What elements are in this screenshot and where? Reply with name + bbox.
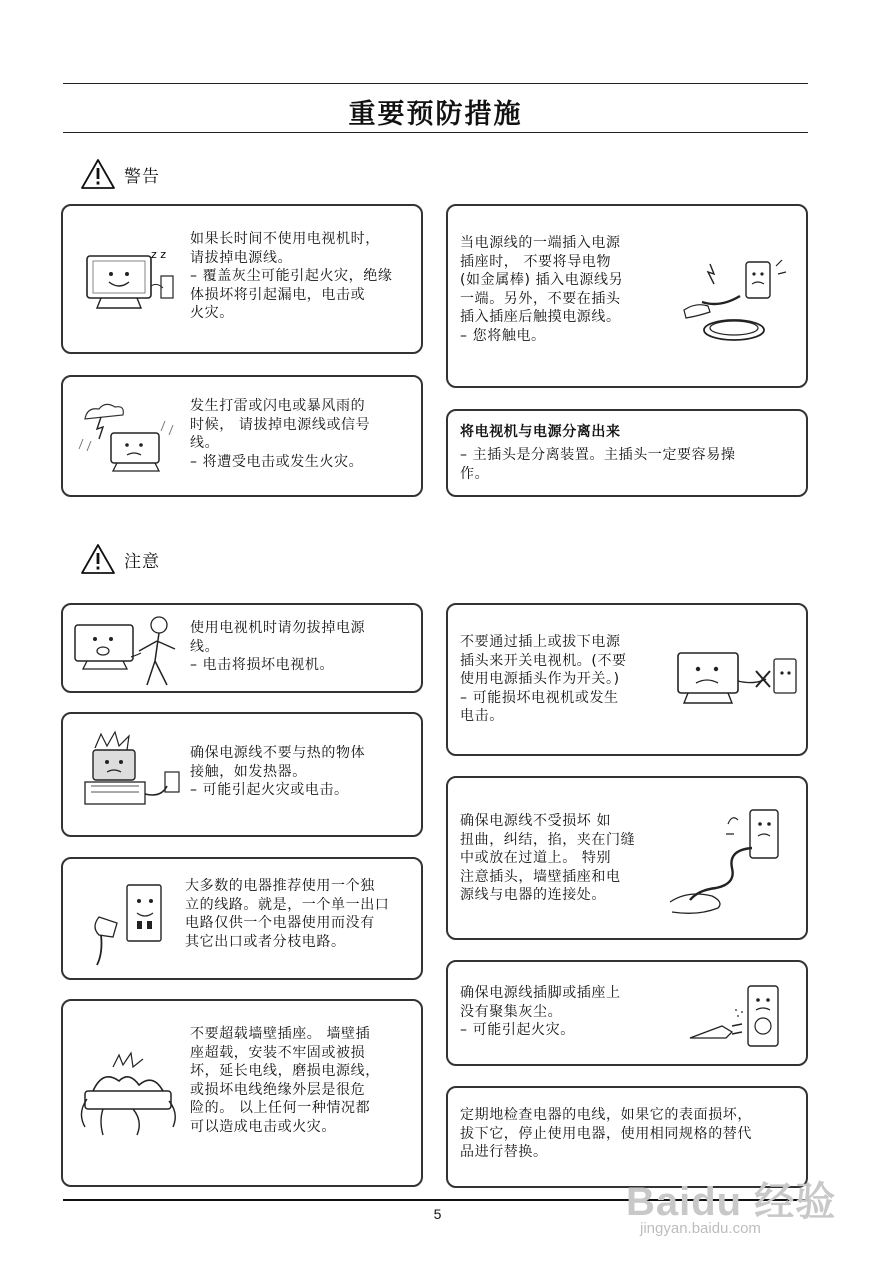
- warning-conductor-text: 当电源线的一端插入电源 插座时， 不要将导电物 (如金属棒) 插入电源线另 一端。另外，不要在插头 插入插座后触摸电源线。 – 您将触电。: [460, 235, 624, 344]
- warning-box-conductor: [446, 204, 808, 388]
- warning-box-thunder: [61, 375, 423, 497]
- warning-heading: [80, 158, 160, 190]
- tv-sleeping-icon: [81, 242, 181, 322]
- title-rule: [63, 132, 808, 133]
- watermark-url: jingyan.baidu.com: [640, 1220, 761, 1237]
- disconnect-title: 将电视机与电源分离出来: [460, 424, 621, 440]
- page-number: 5: [433, 1206, 442, 1222]
- caution-no-unplug-text: 使用电视机时请勿拔掉电源 线。 – 电击将损坏电视机。: [190, 620, 366, 673]
- warning-thunder-text: 发生打雷或闪电或暴风雨的 时候， 请拔掉电源线或信号 线。 – 将遭受电击或发生火灾。: [190, 398, 371, 470]
- twisted-cord-icon: [668, 804, 798, 920]
- svg-text:z z: z z: [151, 248, 167, 261]
- caution-box-switch: [446, 603, 808, 756]
- caution-inspect-text: 定期地检查电器的电线，如果它的表面损坏， 拔下它，停止使用电器，使用相同规格的替代 品进行替换。: [460, 1107, 752, 1160]
- warning-box-disconnect: [446, 409, 808, 497]
- caution-triangle-icon: [80, 543, 116, 575]
- caution-box-circuit: [61, 857, 423, 980]
- overloaded-strip-icon: [73, 1051, 183, 1137]
- outlet-plug-icon: [89, 877, 175, 967]
- caution-heat-text: 确保电源线不要与热的物体 接触，如发热器。 – 可能引起火灾或电击。: [190, 745, 366, 798]
- tv-outlet-no-switch-icon: [674, 645, 802, 725]
- caution-switch-text: 不要通过插上或拔下电源 插头来开关电视机。(不要 使用电源插头作为开关。) – 可能损坏电视机或发生 电击。: [460, 634, 627, 724]
- page-title: 重要预防措施: [348, 99, 523, 130]
- heater-cord-icon: [71, 728, 183, 824]
- caution-box-damage: [446, 776, 808, 940]
- caution-box-overload: [61, 999, 423, 1187]
- disconnect-text: – 主插头是分离装置。主插头一定要容易操 作。: [460, 447, 736, 482]
- caution-damage-text: 确保电源线不受损坏 如 扭曲，纠结，掐，夹在门缝 中或放在过道上。 特别 注意插头，墙壁插座和电 源线与电器的连接处。: [460, 813, 636, 903]
- caution-box-no-unplug: [61, 603, 423, 693]
- thunderstorm-tv-icon: [77, 399, 181, 477]
- warning-unplug-text: 如果长时间不使用电视机时， 请拔掉电源线。 – 覆盖灰尘可能引起火灾，绝缘 体损坏将引起漏电，电击或 火灾。: [190, 231, 393, 321]
- caution-circuit-text: 大多数的电器推荐使用一个独 立的线路。就是，一个单一出口 电路仅供一个电器使用而没有 其它出口或者分枝电路。: [185, 878, 390, 950]
- caution-label: 注意: [124, 551, 160, 572]
- caution-box-heat: [61, 712, 423, 837]
- dusty-plug-icon: [686, 976, 796, 1056]
- warning-label: 警告: [124, 166, 160, 187]
- caution-overload-text: 不要超载墙壁插座。 墙壁插 座超载，安装不牢固或被损 坏，延长电线，磨损电源线， 或损坏电线绝缘外层是很危 险的。 以上任何一种情况都 可以造成电击或火灾。: [190, 1026, 380, 1135]
- tv-person-unplug-icon: [71, 611, 183, 689]
- warning-box-unplug: [61, 204, 423, 354]
- plug-shock-icon: [680, 256, 792, 346]
- warning-triangle-icon: [80, 158, 116, 190]
- caution-dust-text: 确保电源线插脚或插座上 没有聚集灰尘。 – 可能引起火灾。: [460, 985, 621, 1038]
- top-rule: [63, 83, 808, 84]
- watermark-logo: Baidu 经验: [626, 1180, 837, 1224]
- caution-heading: [80, 543, 160, 575]
- caution-box-dust: [446, 960, 808, 1066]
